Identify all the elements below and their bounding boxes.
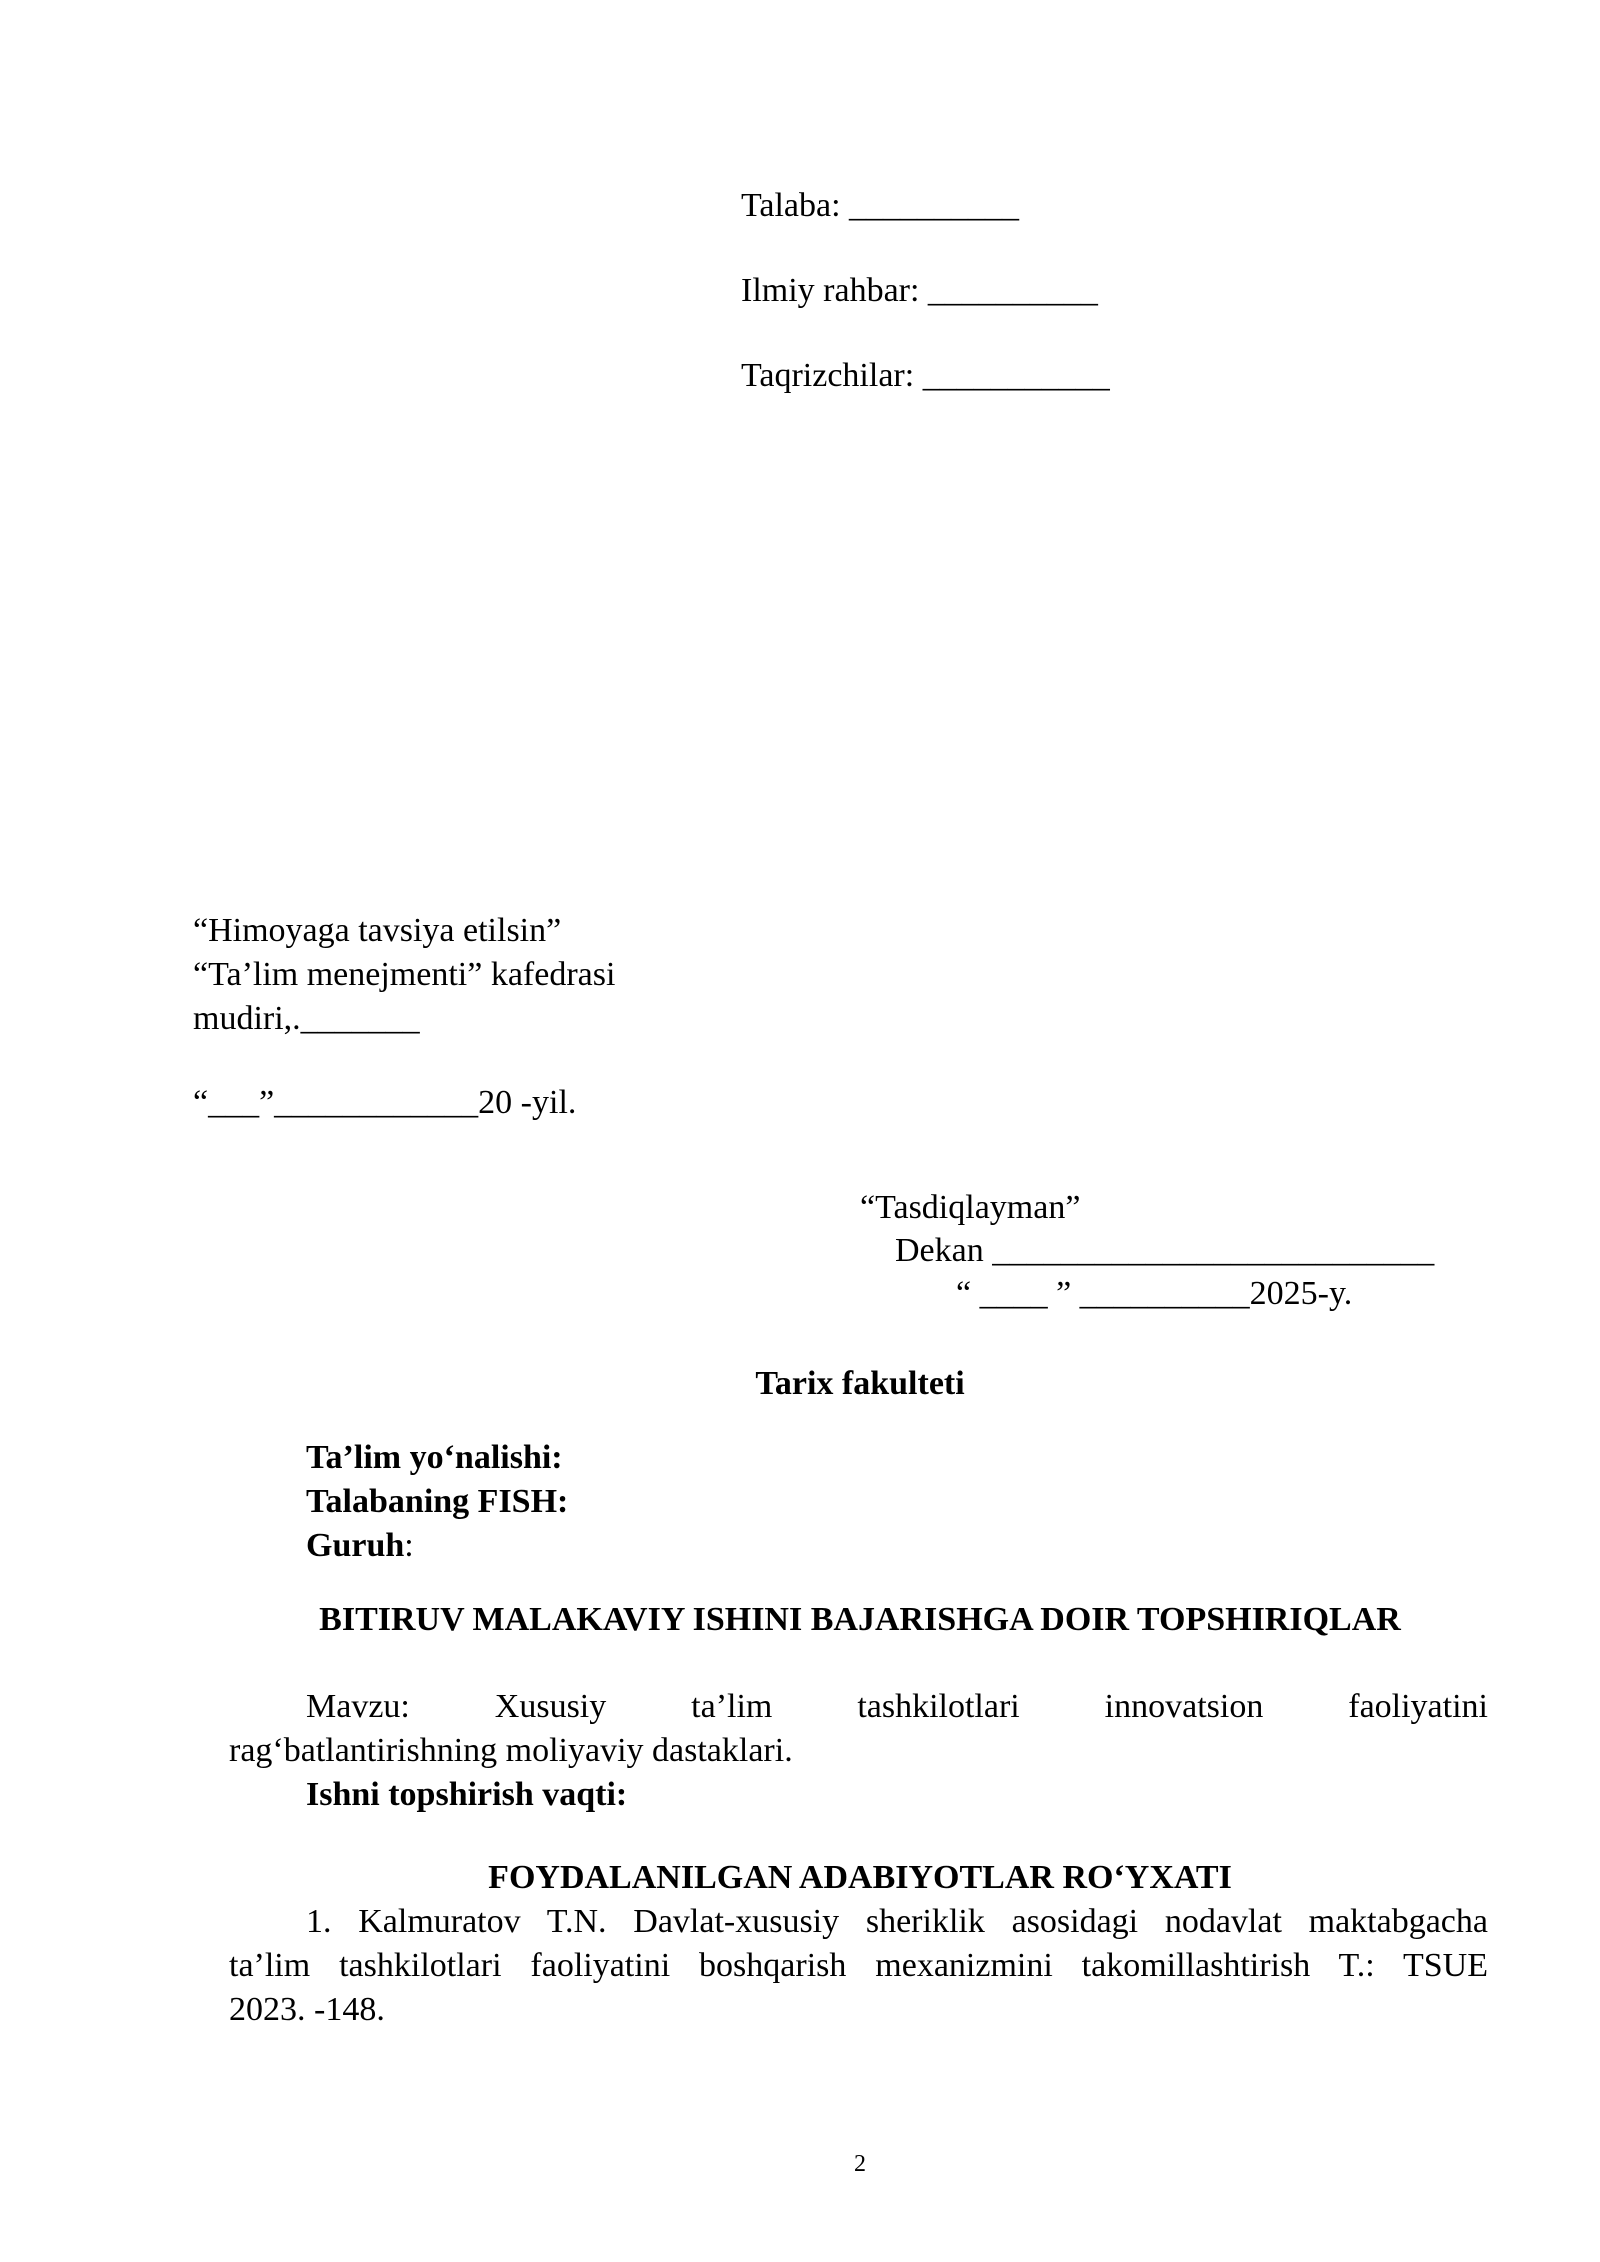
group-row bbox=[306, 1524, 568, 1568]
literature-item-line-1: 1. Kalmuratov T.N. Davlat-xususiy sheriklik asosidagi nodavlat maktabgacha bbox=[306, 1903, 1488, 1940]
literature-item bbox=[229, 1900, 1488, 2032]
recommendation-block bbox=[193, 909, 615, 1041]
page-number: 2 bbox=[854, 2151, 866, 2177]
group-label: Guruh bbox=[306, 1527, 405, 1564]
reviewers-signature-line: Taqrizchilar: ___________ bbox=[741, 357, 1110, 394]
literature-item-line-2: ta’lim tashkilotlari faoliyatini boshqarish mexanizmini takomillashtirish T.: TSUE bbox=[229, 1947, 1488, 1984]
approval-date: “ ____ ” __________2025-y. bbox=[956, 1275, 1353, 1312]
student-info-block bbox=[306, 1436, 568, 1568]
literature-list bbox=[229, 1900, 1488, 2032]
deadline-label: Ishni topshirish vaqti: bbox=[306, 1776, 628, 1813]
topic-block bbox=[229, 1685, 1488, 1817]
literature-item-line-3: 2023. -148. bbox=[229, 1991, 385, 2028]
recommendation-line-3: mudiri,._______ bbox=[193, 1000, 420, 1037]
recommendation-line-1: “Himoyaga tavsiya etilsin” bbox=[193, 912, 562, 949]
student-signature-line: Talaba: __________ bbox=[741, 187, 1020, 224]
approval-title: “Tasdiqlayman” bbox=[860, 1189, 1081, 1226]
recommendation-date: “___”____________20 -yil. bbox=[193, 1084, 577, 1121]
supervisor-signature-line: Ilmiy rahbar: __________ bbox=[741, 272, 1098, 309]
recommendation-line-2: “Ta’lim menejmenti” kafedrasi bbox=[193, 956, 616, 993]
student-name-label: Talabaning FISH: bbox=[306, 1483, 569, 1520]
task-title: BITIRUV MALAKAVIY ISHINI BAJARISHGA DOIR TOPSHIRIQLAR bbox=[319, 1601, 1401, 1638]
group-colon: : bbox=[404, 1527, 414, 1564]
literature-title: FOYDALANILGAN ADABIYOTLAR RO‘YXATI bbox=[488, 1859, 1232, 1896]
dean-signature-line: Dekan __________________________ bbox=[895, 1232, 1435, 1269]
direction-label: Ta’lim yo‘nalishi: bbox=[306, 1439, 563, 1476]
topic-line-1: Mavzu: Xususiy ta’lim tashkilotlari innovatsion faoliyatini bbox=[306, 1688, 1488, 1725]
faculty-heading: Tarix fakulteti bbox=[755, 1365, 965, 1402]
topic-line-2: rag‘batlantirishning moliyaviy dastaklari. bbox=[229, 1732, 793, 1769]
signature-block bbox=[741, 184, 1110, 439]
